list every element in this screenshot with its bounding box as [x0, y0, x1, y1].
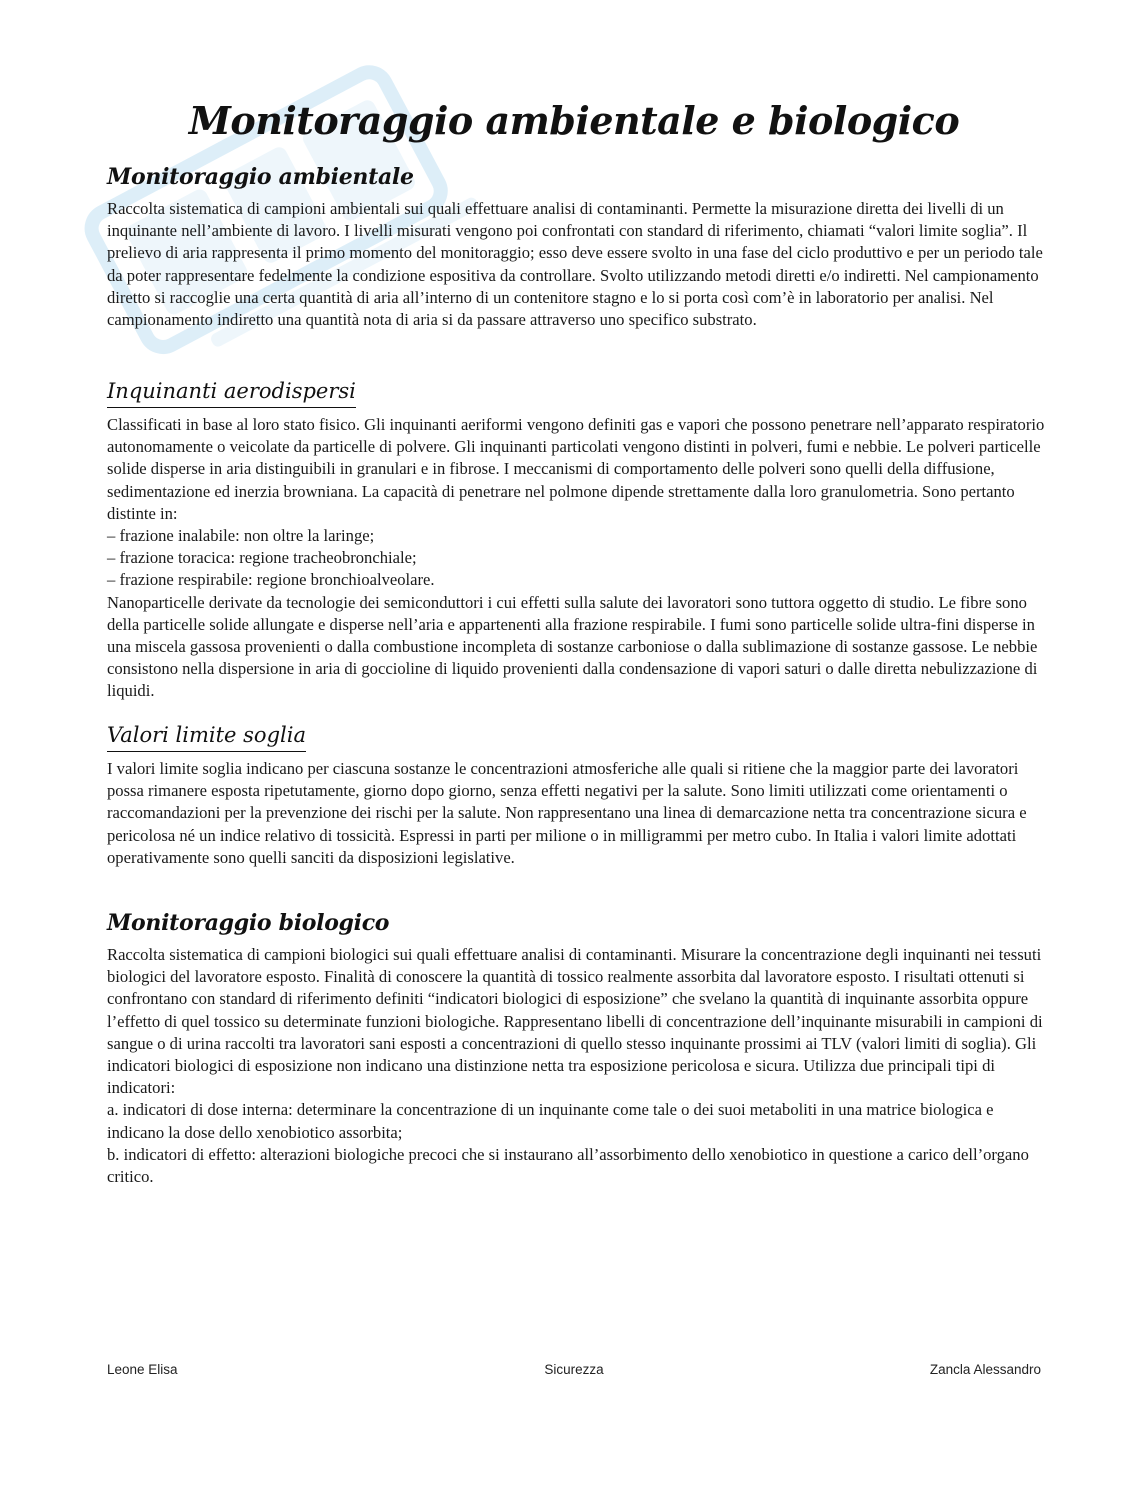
section-heading: Valori limite soglia: [107, 720, 306, 752]
section-valori-limite-soglia: [107, 720, 1047, 869]
section-heading: Monitoraggio ambientale: [107, 164, 414, 190]
list-item: b. indicatori di effetto: alterazioni biologiche precoci che si instaurano all’assorbimento dello xenobiotico in questione a carico dell’organo critico.: [107, 1144, 1029, 1187]
page-title: Monitoraggio ambientale e biologico: [188, 98, 960, 143]
footer-right: Zancla Alessandro: [929, 1362, 1041, 1377]
section-heading: Monitoraggio biologico: [107, 910, 390, 936]
list-item: – frazione respirabile: regione bronchioalveolare.: [107, 570, 435, 590]
section-paragraph: Raccolta sistematica di campioni biologici sui quali effettuare analisi di contaminanti. Misurare la concentrazione degli inquinanti nei tessuti biologici del lavoratore esposto. Finalità di conoscere la quantità di tossico realmente assorbita dal lavoratore esposto. I risultati ottenuti si confrontano con standard di riferimento definiti “indicatori biologici di esposizione” che svelano la quantità di inquinante assorbita oppure l’effetto di quel tossico su determinate funzioni biologiche. Rappresentano libelli di concentrazione dell’inquinante misurabili in campioni di sangue o di urina raccolti tra lavoratori sani esposti a concentrazioni di quello stesso inquinante prossimi ai TLV (valori limiti di soglia). Gli indicatori biologici di esposizione non indicano una distinzione netta tra esposizione pericolosa e sicura. Utilizza due principali tipi di indicatori:: [107, 945, 1043, 1098]
section-paragraph: Nanoparticelle derivate da tecnologie dei semiconduttori i cui effetti sulla salute dei lavoratori sono tuttora oggetto di studio. Le fibre sono della particelle solide allungate e disperse nell’aria e appartenenti alla frazione respirabile. I fumi sono particelle solide ultra-fini disperse in una miscela gassosa provenienti o dalla combustione incompleta di sostanze carboniose o dalla sublimazione di sostanze gassose. Le nebbie consistono nella dispersione in aria di goccioline di liquido provenienti dalla condensazione di vapori saturi o dalle diretta nebulizzazione di liquidi.: [107, 592, 1038, 701]
list-item: – frazione toracica: regione tracheobronchiale;: [107, 548, 417, 568]
footer-center: Sicurezza: [544, 1362, 604, 1377]
section-heading: Inquinanti aerodispersi: [107, 376, 356, 408]
section-monitoraggio-biologico: [107, 908, 1047, 1188]
footer-left: Leone Elisa: [107, 1362, 178, 1377]
section-inquinanti-aerodispersi: [107, 376, 1047, 703]
section-paragraph: Raccolta sistematica di campioni ambientali sui quali effettuare analisi di contaminanti. Permette la misurazione diretta dei livelli di un inquinante nell’ambiente di lavoro. I livelli misurati vengono poi confrontati con standard di riferimento, chiamati “valori limite soglia”. Il prelievo di aria rappresenta il primo momento del monitoraggio; esso deve essere svolto in una fase del ciclo produttivo e per un periodo tale da poter rappresentare fedelmente la condizione espositiva da controllare. Svolto utilizzando metodi diretti e/o indiretti. Nel campionamento diretto si raccoglie una certa quantità di aria all’interno di un contenitore stagno e lo si porta così com’è in laboratorio per analisi. Nel campionamento indiretto una quantità nota di aria si da passare attraverso uno specifico substrato.: [107, 199, 1043, 330]
list-item: a. indicatori di dose interna: determinare la concentrazione di un inquinante come tale o dei suoi metaboliti in una matrice biologica e indicano la dose dello xenobiotico assorbita;: [107, 1100, 994, 1142]
section-monitoraggio-ambientale: [107, 162, 1047, 331]
section-paragraph: Classificati in base al loro stato fisico. Gli inquinanti aeriformi vengono definiti gas e vapori che possono penetrare nell’apparato respiratorio autonomamente o veicolate da particelle di polvere. Gli inquinanti particolati vengono distinti in polveri, fumi e nebbie. Le polveri particelle solide disperse in aria distinguibili in granulari e in fibrose. I meccanismi di comportamento delle polveri sono quelli della diffusione, sedimentazione ed inerzia browniana. La capacità di penetrare nel polmone dipende strettamente dalla loro granulometria. Sono pertanto distinte in:: [107, 415, 1045, 523]
section-paragraph: I valori limite soglia indicano per ciascuna sostanze le concentrazioni atmosferiche alle quali si ritiene che la maggior parte dei lavoratori possa rimanere esposta ripetutamente, giorno dopo giorno, senza effetti negativi per la salute. Sono limiti utilizzati come orientamenti o raccomandazioni per la prevenzione dei rischi per la salute. Non rappresentano una linea di demarcazione netta tra concentrazione sicura e pericolosa né un indice relativo di tossicità. Espressi in parti per milione o in milligrammi per metro cubo. In Italia i valori limite adottati operativamente sono quelli sanciti da disposizioni legislative.: [107, 759, 1027, 867]
list-item: – frazione inalabile: non oltre la laringe;: [107, 526, 375, 546]
